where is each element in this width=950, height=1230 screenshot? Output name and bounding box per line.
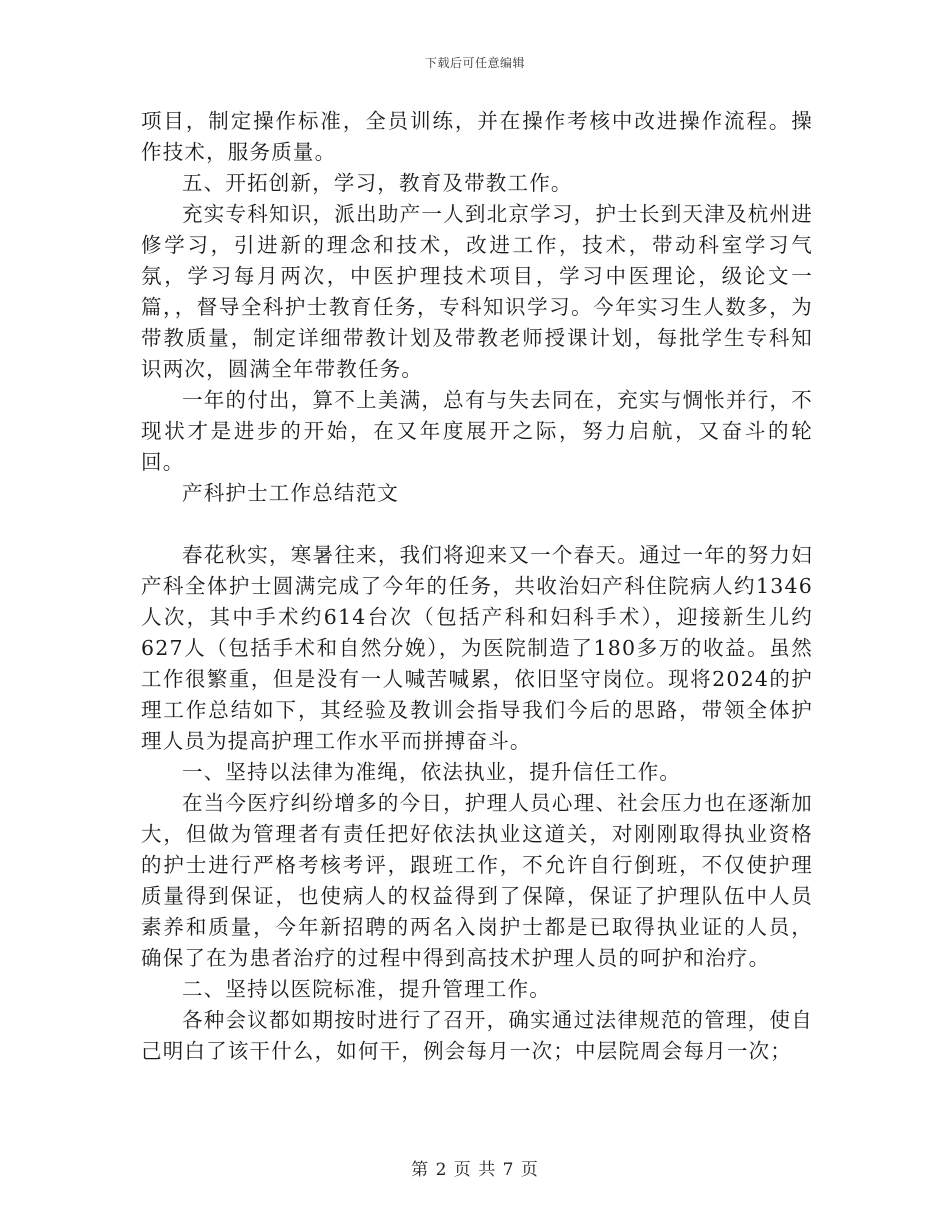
- page-header: 下载后可任意编辑: [424, 56, 525, 70]
- section-heading: 一、坚持以法律为准绳，依法执业，提升信任工作。: [182, 760, 682, 784]
- section-heading: 二、坚持以医院标准，提升管理工作。: [182, 977, 551, 1001]
- paragraph: 一年的付出，算不上美满，总有与失去同在，充实与惆怅并行，不现状才是进步的开始，在又年度展开之际，努力启航，又奋斗的轮回。: [141, 388, 813, 474]
- blank-line: [141, 509, 813, 540]
- paragraph: 项目，制定操作标准，全员训练，并在操作考核中改进操作流程。操作技术，服务质量。: [141, 109, 813, 164]
- paragraph: 各种会议都如期按时进行了召开，确实通过法律规范的管理，使自己明白了该干什么，如何干，例会每月一次；中层院周会每月一次；: [141, 1008, 813, 1063]
- page-footer: 第 2 页 共 7 页: [411, 1160, 539, 1180]
- section-heading: 五、开拓创新，学习，教育及带教工作。: [182, 171, 573, 195]
- article-title: 产科护士工作总结范文: [182, 481, 399, 505]
- paragraph: 春花秋实，寒暑往来，我们将迎来又一个春天。通过一年的努力妇产科全体护士圆满完成了今年的任务，共收治妇产科住院病人约1346人次，其中手术约614台次（包括产科和妇科手术），迎接新生儿约627人（包括手术和自然分娩），为医院制造了180多万的收益。虽然工作很繁重，但是没有一人喊苦喊累，依旧坚守岗位。现将2024的护理工作总结如下，其经验及教训会指导我们今后的思路，带领全体护理人员为提高护理工作水平而拼搏奋斗。: [141, 543, 813, 753]
- paragraph: 在当今医疗纠纷增多的今日，护理人员心理、社会压力也在逐渐加大，但做为管理者有责任把好依法执业这道关，对刚刚取得执业资格的护士进行严格考核考评，跟班工作，不允许自行倒班，不仅使护理质量得到保证，也使病人的权益得到了保障，保证了护理队伍中人员素养和质量，今年新招聘的两名入岗护士都是已取得执业证的人员，确保了在为患者治疗的过程中得到高技术护理人员的呵护和治疗。: [141, 791, 813, 970]
- document-body: [141, 106, 813, 1067]
- paragraph: 充实专科知识，派出助产一人到北京学习，护士长到天津及杭州进修学习，引进新的理念和技术，改进工作，技术，带动科室学习气氛，学习每月两次，中医护理技术项目，学习中医理论，级论文一篇，，督导全科护士教育任务，专科知识学习。今年实习生人数多，为带教质量，制定详细带教计划及带教老师授课计划，每批学生专科知识两次，圆满全年带教任务。: [141, 202, 813, 381]
